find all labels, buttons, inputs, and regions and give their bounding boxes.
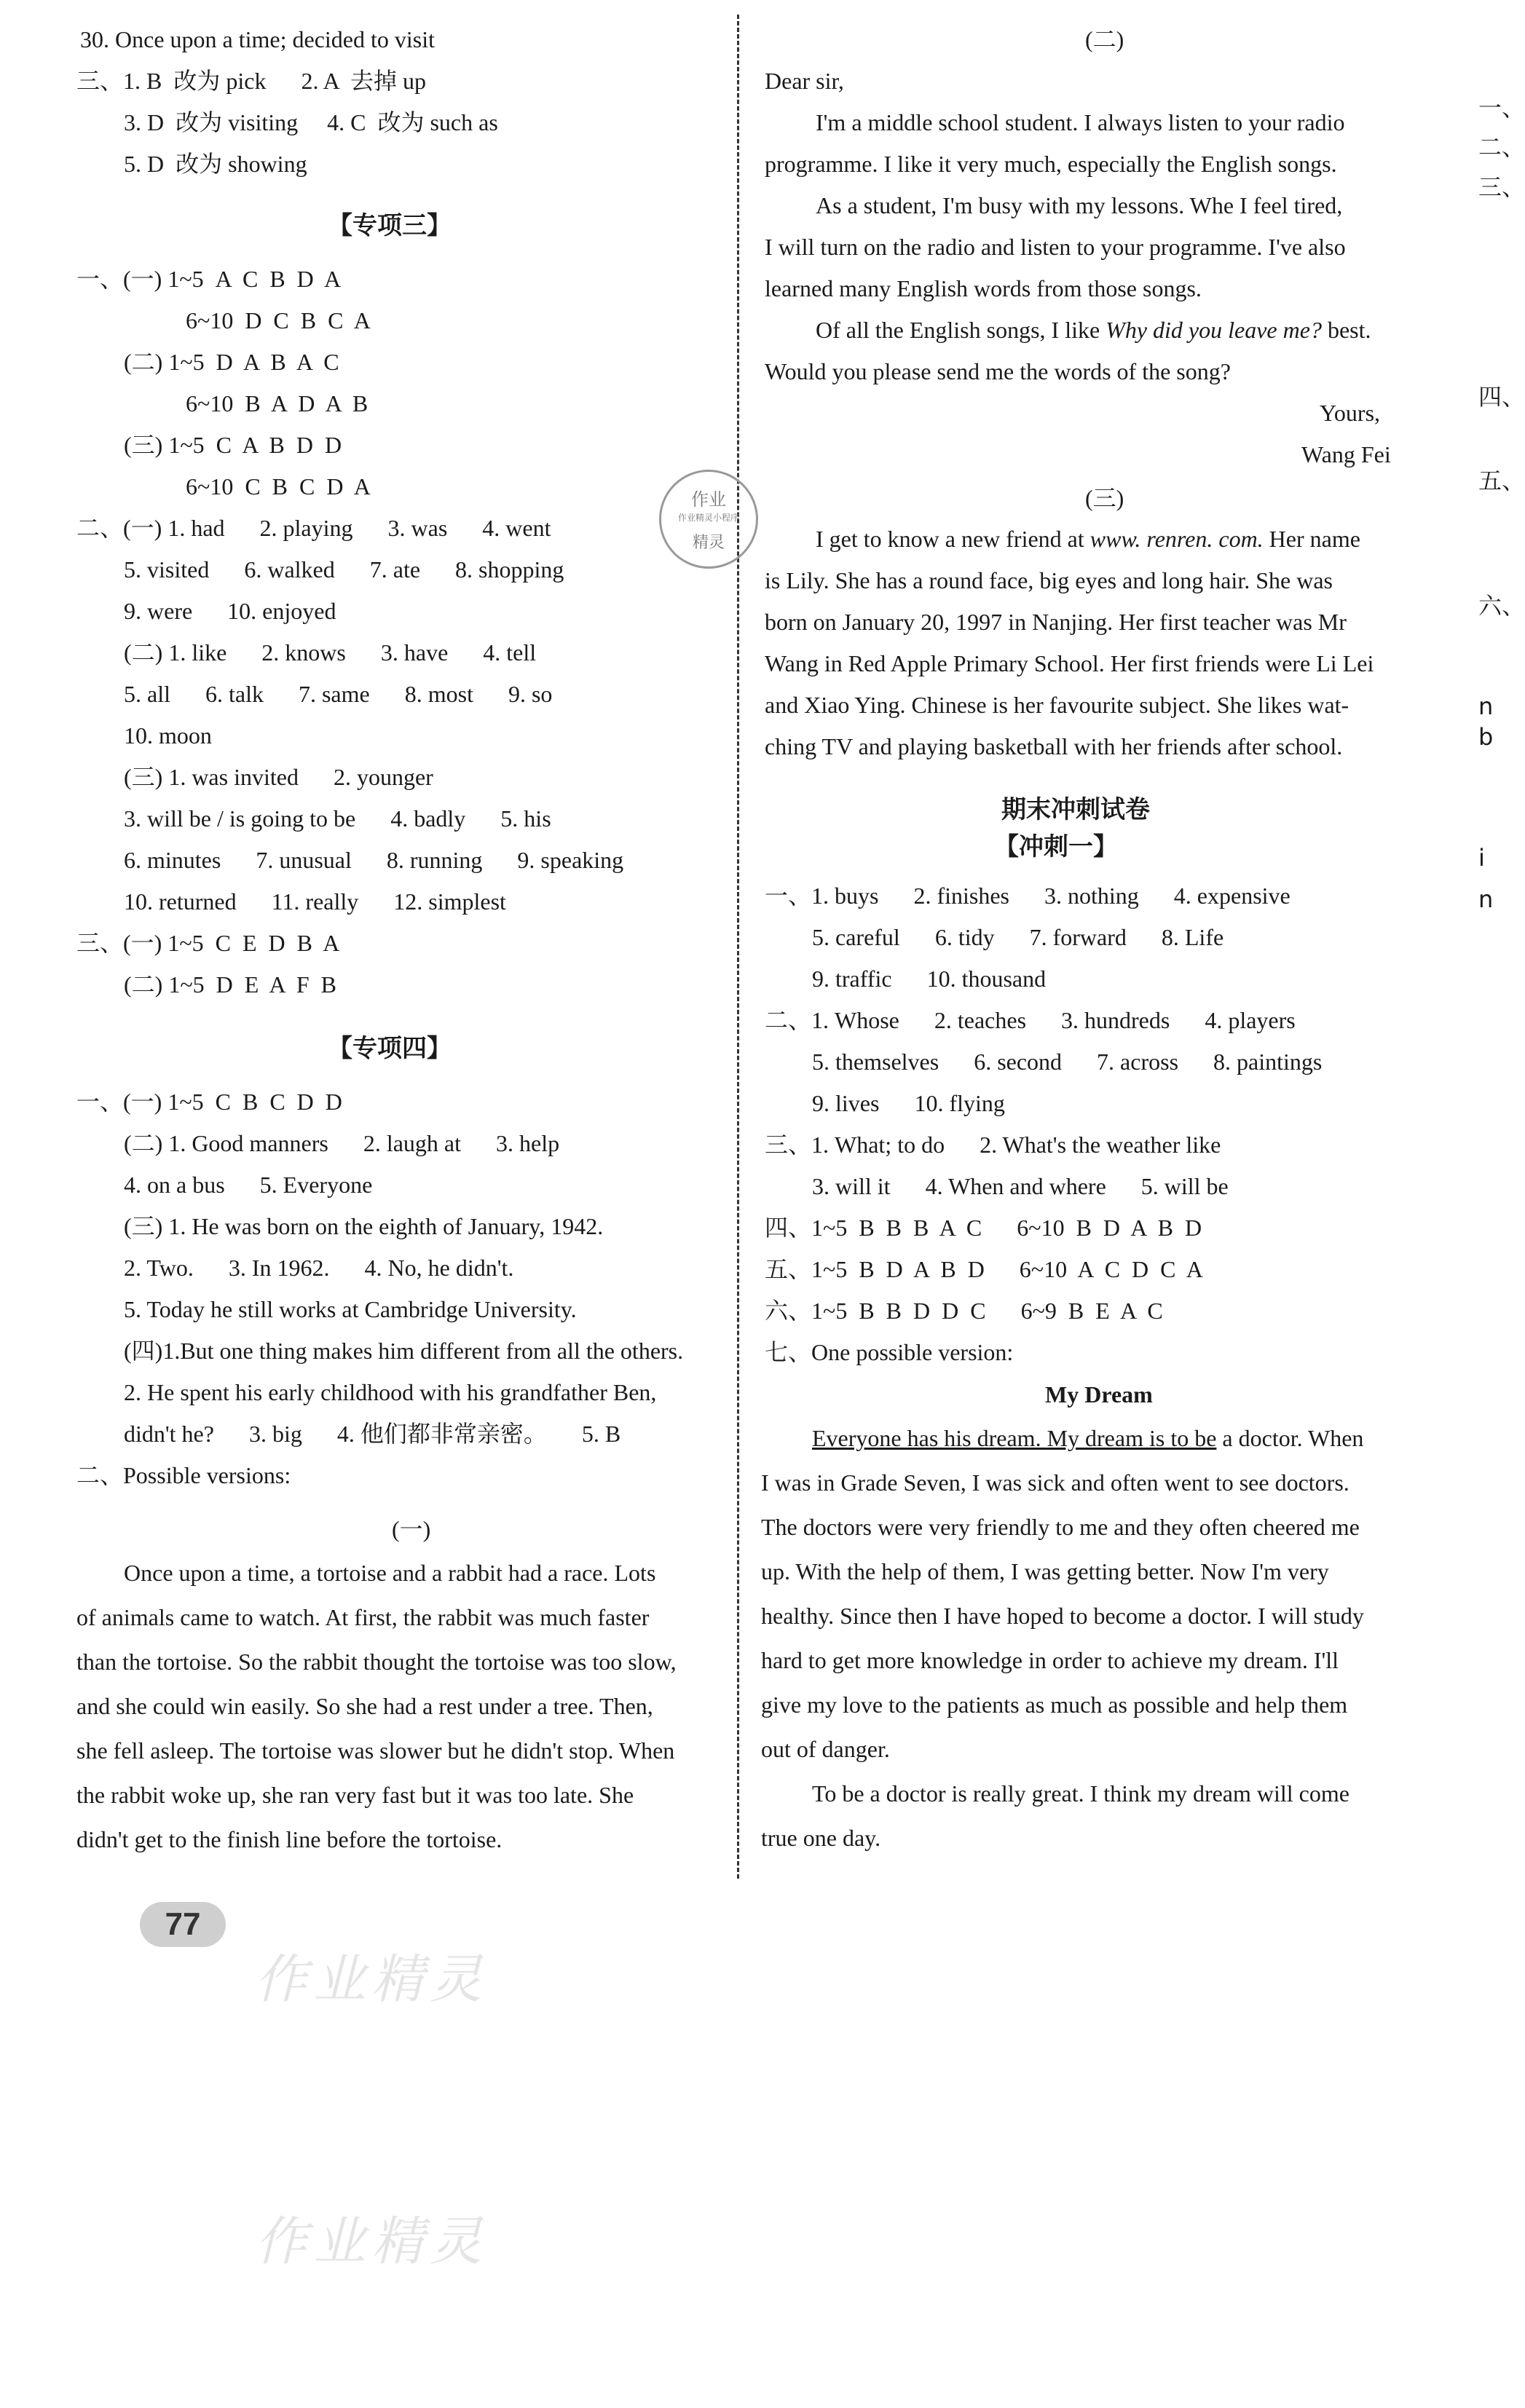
section-title: 【冲刺一】 <box>994 832 1118 861</box>
line: out of danger. <box>761 1736 890 1762</box>
essay-title: My Dream <box>1045 1381 1153 1408</box>
column-divider <box>737 15 739 1879</box>
song-title: Why did you leave me? <box>1106 317 1322 343</box>
line: (三) 1. was invited 2. younger <box>124 764 433 790</box>
line: Of all the English songs, I like Why did you leave me? best. <box>816 317 1371 343</box>
line: the rabbit woke up, she ran very fast but it was too late. She <box>76 1782 634 1808</box>
line: 三、1. What; to do 2. What's the weather like <box>765 1132 1221 1158</box>
line: she fell asleep. The tortoise was slower but he didn't stop. When <box>76 1737 675 1764</box>
line: give my love to the patients as much as possible and help them <box>761 1691 1348 1718</box>
line: 6. minutes 7. unusual 8. running 9. speaking <box>124 847 624 873</box>
edge-mark: n <box>1478 692 1494 720</box>
line: 9. lives 10. flying <box>812 1090 1005 1116</box>
line: and Xiao Ying. Chinese is her favourite subject. She likes wat- <box>765 692 1349 718</box>
line: 五、1~5 B D A B D 6~10 A C D C A <box>765 1256 1203 1282</box>
line: born on January 20, 1997 in Nanjing. Her first teacher was Mr <box>765 609 1347 635</box>
line: 6~10 D C B C A <box>186 307 371 333</box>
line: 6~10 B A D A B <box>186 390 369 417</box>
edge-mark: 四、 <box>1478 383 1525 411</box>
line: (四)1.But one thing makes him different from all the others. <box>124 1338 684 1364</box>
line: 二、1. Whose 2. teaches 3. hundreds 4. players <box>765 1007 1296 1033</box>
line: 9. were 10. enjoyed <box>124 598 336 624</box>
edge-mark: i <box>1478 844 1485 872</box>
line: (二) 1~5 D E A F B <box>124 971 337 998</box>
line: ching TV and playing basketball with her friends after school. <box>765 733 1343 759</box>
line: 5. themselves 6. second 7. across 8. paintings <box>812 1049 1323 1075</box>
edge-mark: 六、 <box>1478 592 1525 620</box>
line: 6~10 C B C D A <box>186 473 371 500</box>
edge-mark: 二、 <box>1478 133 1525 161</box>
line: As a student, I'm busy with my lessons. Whe I feel tired, <box>816 192 1343 218</box>
line: 三、1. B 改为 pick 2. A 去掉 up <box>76 68 427 94</box>
subsection-title: (二) <box>1085 26 1124 52</box>
line: than the tortoise. So the rabbit thought the tortoise was too slow, <box>76 1649 677 1675</box>
website: www. renren. com. <box>1089 526 1264 552</box>
line: (二) 1. Good manners 2. laugh at 3. help <box>124 1130 560 1156</box>
line: (三) 1~5 C A B D D <box>124 432 342 458</box>
watermark-stamp: 作业 作业精灵小程序 精灵 <box>659 470 758 569</box>
line: (三) 1. He was born on the eighth of January, 1942. <box>124 1213 604 1239</box>
line: 30. Once upon a time; decided to visit <box>80 26 435 52</box>
line: up. With the help of them, I was getting better. Now I'm very <box>761 1558 1329 1584</box>
line: hard to get more knowledge in order to achieve my dream. I'll <box>761 1647 1339 1673</box>
edge-mark: b <box>1478 723 1494 751</box>
line: 5. visited 6. walked 7. ate 8. shopping <box>124 556 564 583</box>
letter-signature: Wang Fei <box>1301 441 1391 467</box>
line: Dear sir, <box>765 68 844 94</box>
line: To be a doctor is really great. I think my dream will come <box>812 1780 1349 1807</box>
line: 一、(一) 1~5 C B C D D <box>76 1089 342 1115</box>
line: 一、(一) 1~5 A C B D A <box>76 266 342 292</box>
exam-title: 期末冲刺试卷 <box>1001 795 1150 824</box>
line: 10. returned 11. really 12. simplest <box>124 888 506 915</box>
line: Wang in Red Apple Primary School. Her first friends were Li Lei <box>765 650 1374 676</box>
line: I'm a middle school student. I always listen to your radio <box>816 109 1345 135</box>
edge-mark: 一、 <box>1478 94 1525 122</box>
line: 三、(一) 1~5 C E D B A <box>76 930 340 956</box>
line: of animals came to watch. At first, the rabbit was much faster <box>76 1604 650 1630</box>
line: I will turn on the radio and listen to your programme. I've also <box>765 234 1346 260</box>
section-title: 【专项三】 <box>328 211 452 240</box>
line: 10. moon <box>124 722 212 749</box>
line: is Lily. She has a round face, big eyes and long hair. She was <box>765 567 1333 593</box>
edge-mark: 三、 <box>1478 173 1525 201</box>
line: 2. Two. 3. In 1962. 4. No, he didn't. <box>124 1255 514 1281</box>
line: 七、One possible version: <box>765 1339 1014 1365</box>
line: 5. all 6. talk 7. same 8. most 9. so <box>124 681 553 707</box>
line: didn't he? 3. big 4. 他们都非常亲密。 5. B <box>124 1421 621 1447</box>
line: didn't get to the finish line before the tortoise. <box>76 1826 503 1852</box>
line: 3. will it 4. When and where 5. will be <box>812 1173 1229 1199</box>
edge-mark: 五、 <box>1478 467 1525 494</box>
line: 二、(一) 1. had 2. playing 3. was 4. went <box>76 515 551 541</box>
line: I was in Grade Seven, I was sick and often went to see doctors. <box>761 1469 1349 1496</box>
section-title: 【专项四】 <box>328 1034 452 1063</box>
edge-mark: n <box>1478 885 1494 913</box>
line: 5. careful 6. tidy 7. forward 8. Life <box>812 924 1224 950</box>
line: true one day. <box>761 1825 881 1851</box>
line: 四、1~5 B B B A C 6~10 B D A B D <box>765 1215 1202 1241</box>
watermark: 作业精灵 <box>255 1949 489 2010</box>
subsection-title: (三) <box>1085 485 1124 511</box>
line: 2. He spent his early childhood with his grandfather Ben, <box>124 1379 657 1405</box>
line: (二) 1~5 D A B A C <box>124 349 339 375</box>
line: 9. traffic 10. thousand <box>812 966 1047 992</box>
line: 4. on a bus 5. Everyone <box>124 1172 373 1198</box>
line: 六、1~5 B B D D C 6~9 B E A C <box>765 1298 1163 1324</box>
line: 一、1. buys 2. finishes 3. nothing 4. expensive <box>765 883 1290 909</box>
page-number: 77 <box>140 1902 226 1947</box>
subsection-title: (一) <box>392 1516 431 1542</box>
line: Everyone has his dream. My dream is to be a doctor. When <box>812 1425 1364 1451</box>
line: I get to know a new friend at www. renren. com. Her name <box>816 526 1360 552</box>
line: 3. D 改为 visiting 4. C 改为 such as <box>124 109 498 135</box>
line: 5. D 改为 showing <box>124 151 307 177</box>
line: 二、Possible versions: <box>76 1462 291 1488</box>
watermark: 作业精灵 <box>255 2211 489 2272</box>
line: Would you please send me the words of the song? <box>765 358 1231 384</box>
underlined-phrase: Everyone has his dream. My dream is to be <box>812 1425 1217 1451</box>
line: learned many English words from those songs. <box>765 275 1202 301</box>
line: Once upon a time, a tortoise and a rabbit had a race. Lots <box>124 1560 656 1586</box>
line: The doctors were very friendly to me and they often cheered me <box>761 1514 1360 1540</box>
line: 5. Today he still works at Cambridge University. <box>124 1296 577 1322</box>
line: (二) 1. like 2. knows 3. have 4. tell <box>124 639 537 666</box>
line: and she could win easily. So she had a rest under a tree. Then, <box>76 1693 653 1719</box>
letter-closing: Yours, <box>1320 400 1381 426</box>
line: healthy. Since then I have hoped to become a doctor. I will study <box>761 1603 1364 1629</box>
line: 3. will be / is going to be 4. badly 5. his <box>124 805 551 832</box>
line: programme. I like it very much, especially the English songs. <box>765 151 1337 177</box>
